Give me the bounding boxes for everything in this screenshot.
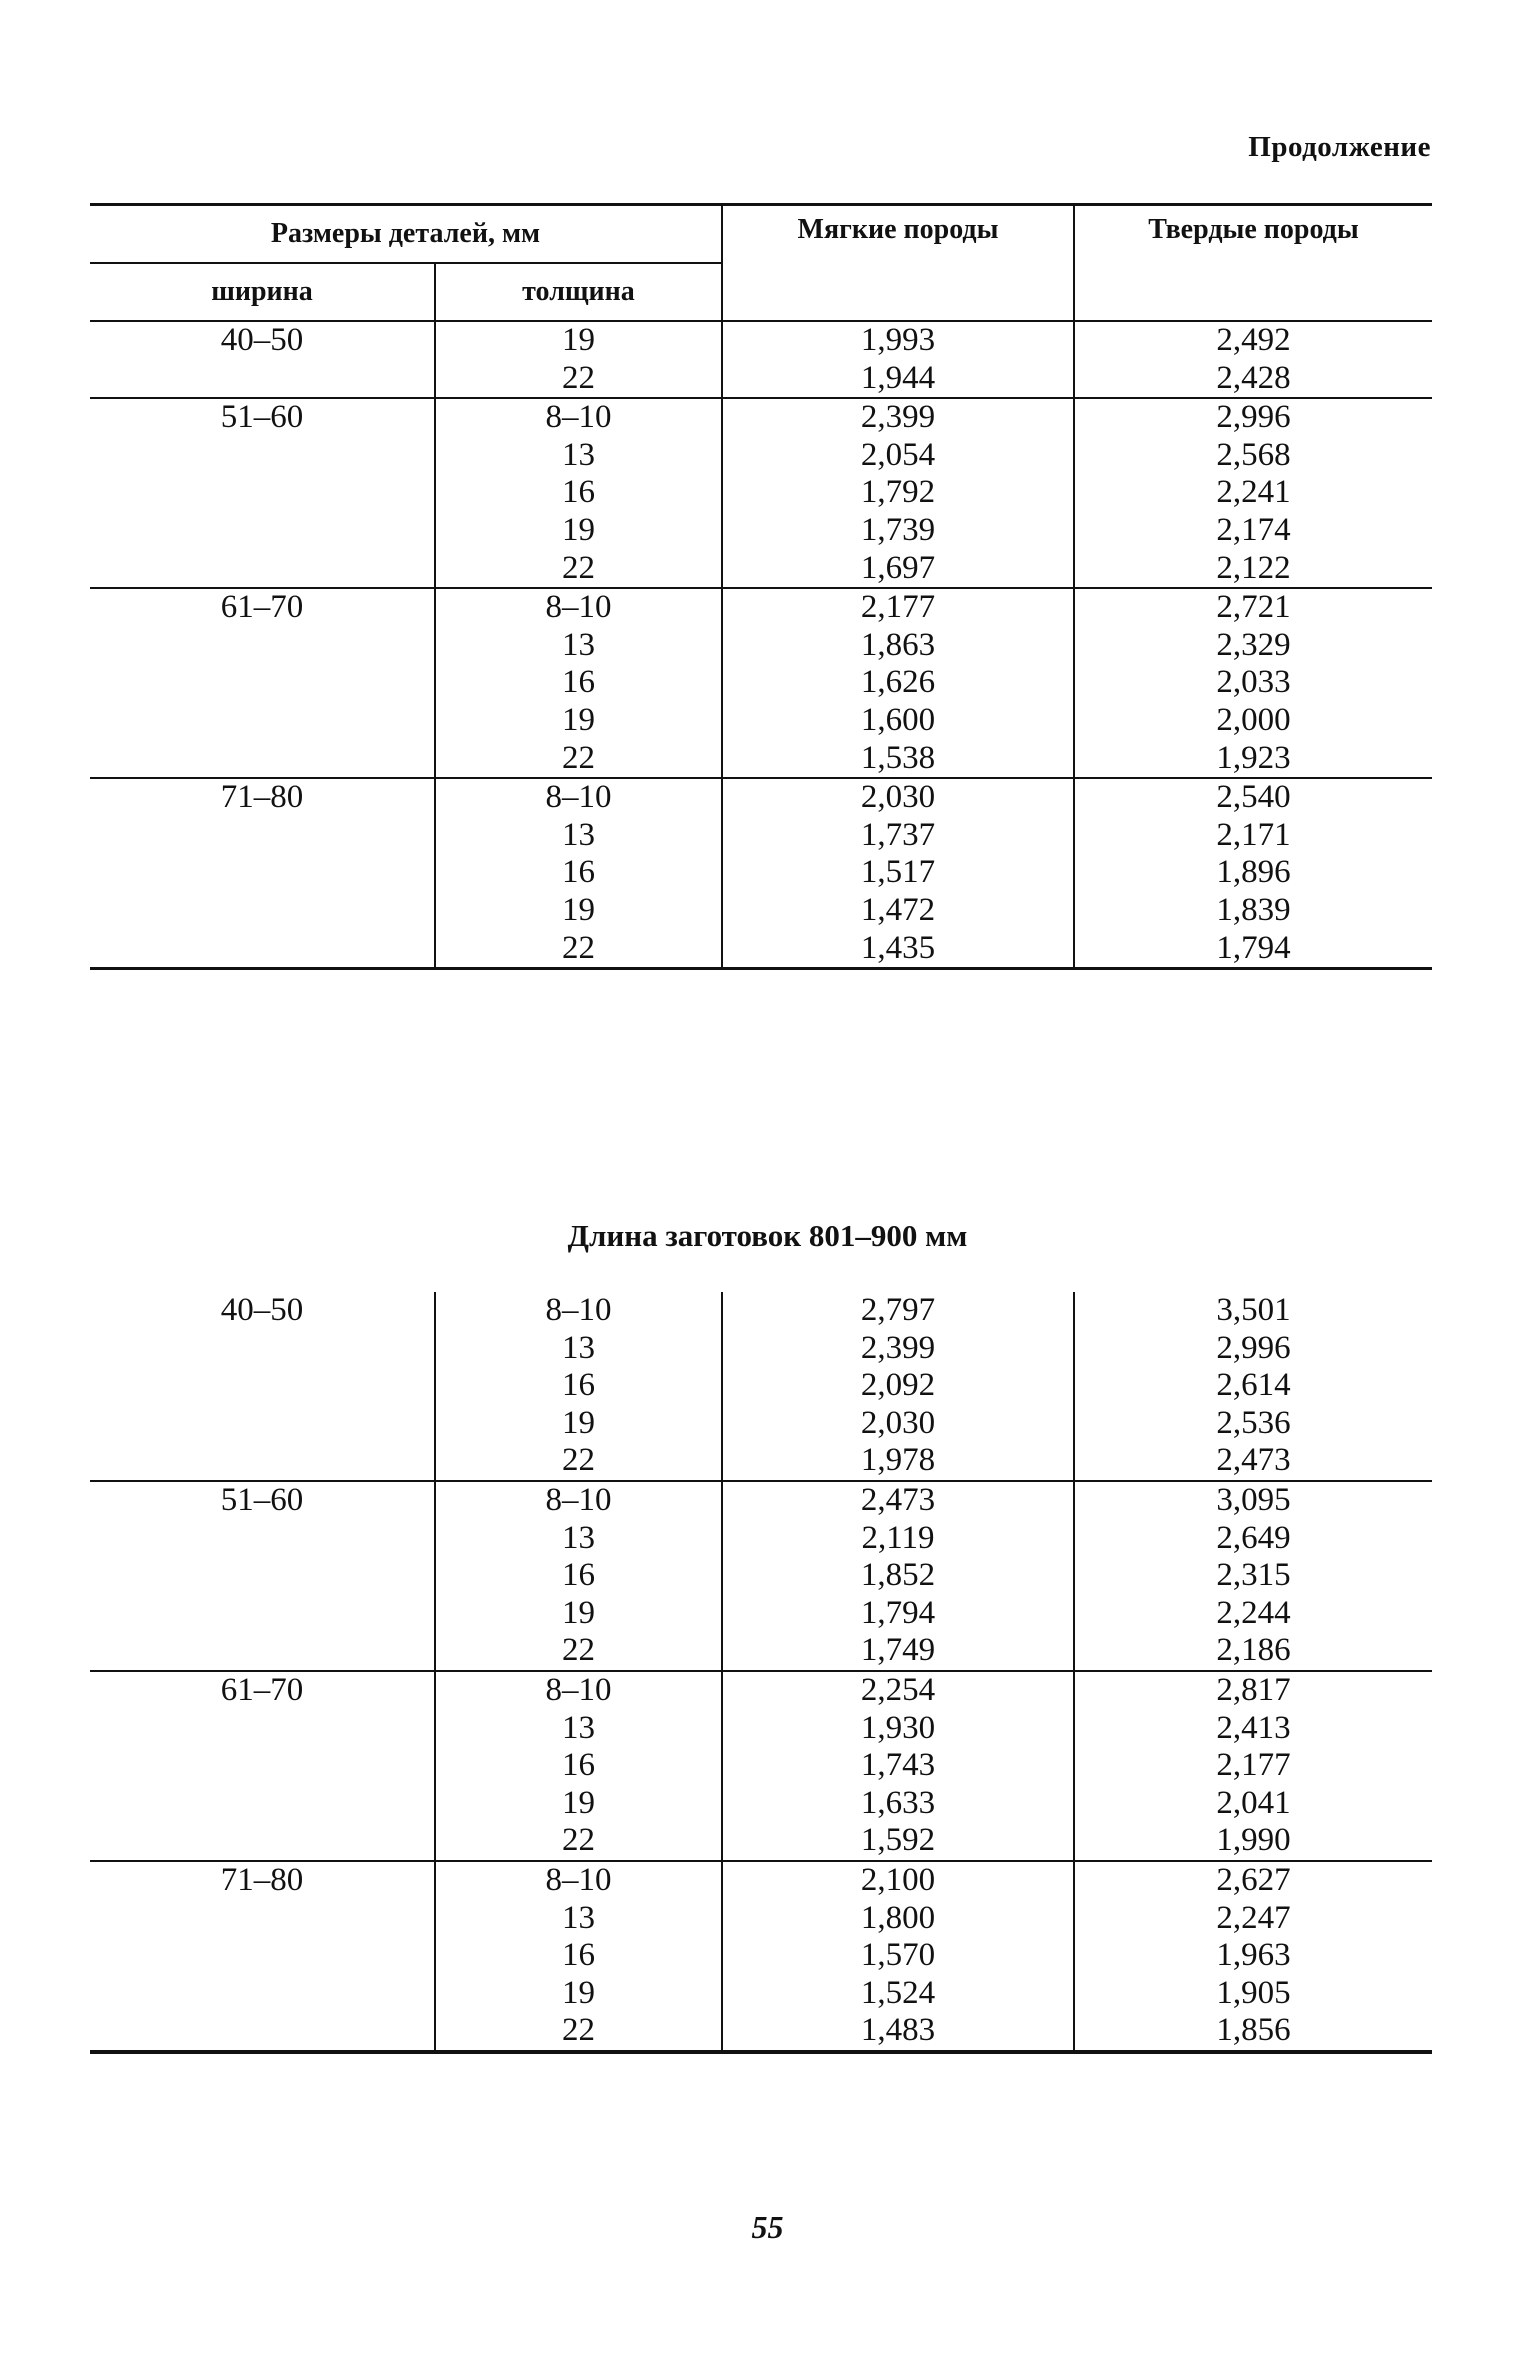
- cell-value: 2,030: [860, 779, 936, 816]
- header-part-sizes: Размеры деталей, мм: [90, 205, 722, 264]
- table-header: [90, 205, 1432, 322]
- cell-value: 51–60: [220, 1481, 304, 1518]
- cell-value: 1,517: [860, 854, 936, 891]
- cell-value: 1,538: [860, 739, 936, 776]
- cell-value: 2,054: [860, 436, 936, 473]
- soft-wood-cell: [722, 1292, 1074, 1481]
- thickness-cell: [435, 778, 722, 968]
- width-cell: [90, 588, 435, 778]
- cell-value: 16: [562, 664, 595, 701]
- soft-wood-cell: [722, 1861, 1074, 2052]
- cell-value: 2,122: [1216, 549, 1291, 586]
- cell-value: 1,472: [860, 891, 936, 928]
- cell-value: 22: [562, 549, 595, 586]
- cell-value: 2,996: [1216, 399, 1291, 436]
- cell-value: 2,177: [860, 589, 936, 626]
- table-body: [90, 1292, 1432, 2052]
- cell-value: 8–10: [545, 399, 612, 436]
- cell-value: 2,030: [860, 1404, 936, 1441]
- cell-value: 2,428: [1216, 359, 1291, 396]
- cell-value: 2,100: [860, 1861, 936, 1898]
- thickness-cell: [435, 398, 722, 588]
- hard-wood-cell: [1074, 398, 1432, 588]
- cell-value: 8–10: [545, 1292, 612, 1328]
- cell-value: 1,435: [860, 929, 936, 966]
- cell-value: 1,697: [860, 549, 936, 586]
- cell-value: 19: [562, 1404, 595, 1441]
- width-cell: [90, 1671, 435, 1861]
- table-row: [90, 778, 1432, 968]
- cell-value: 2,171: [1216, 816, 1291, 853]
- continuation-label: Продолжение: [1248, 131, 1431, 163]
- cell-value: 2,797: [860, 1292, 936, 1328]
- table-row: [90, 588, 1432, 778]
- cell-value: 1,930: [860, 1709, 936, 1746]
- width-cell: [90, 1481, 435, 1671]
- table-row: [90, 321, 1432, 398]
- cell-value: 61–70: [220, 589, 304, 626]
- cell-value: 1,592: [860, 1822, 936, 1859]
- cell-value: 1,794: [1216, 929, 1291, 966]
- cell-value: 2,614: [1216, 1367, 1291, 1404]
- cell-value: 16: [562, 854, 595, 891]
- cell-value: 22: [562, 1442, 595, 1479]
- table-row: [90, 1861, 1432, 2052]
- cell-value: 1,896: [1216, 854, 1291, 891]
- cell-value: 1,792: [860, 474, 936, 511]
- width-cell: [90, 321, 435, 398]
- cell-value: 22: [562, 929, 595, 966]
- cell-value: 51–60: [220, 399, 304, 436]
- thickness-cell: [435, 1292, 722, 1481]
- cell-value: 16: [562, 1557, 595, 1594]
- cell-value: 22: [562, 739, 595, 776]
- soft-wood-cell: [722, 1481, 1074, 1671]
- cell-value: 2,119: [861, 1519, 935, 1556]
- cell-value: 8–10: [545, 779, 612, 816]
- width-cell: [90, 398, 435, 588]
- cell-value: 71–80: [220, 1861, 304, 1898]
- cell-value: 2,536: [1216, 1404, 1291, 1441]
- soft-wood-cell: [722, 1671, 1074, 1861]
- cell-value: 2,177: [1216, 1747, 1291, 1784]
- cell-value: 2,033: [1216, 664, 1291, 701]
- thickness-cell: [435, 1671, 722, 1861]
- cell-value: 22: [562, 1632, 595, 1669]
- cell-value: 19: [562, 1784, 595, 1821]
- hard-wood-cell: [1074, 1481, 1432, 1671]
- cell-value: 2,540: [1216, 779, 1291, 816]
- cell-value: 2,247: [1216, 1899, 1291, 1936]
- cell-value: 1,905: [1216, 1974, 1291, 2011]
- cell-value: 13: [562, 1329, 595, 1366]
- cell-value: 13: [562, 436, 595, 473]
- cell-value: 19: [562, 322, 595, 358]
- hard-wood-cell: [1074, 1671, 1432, 1861]
- cell-value: 1,483: [860, 2012, 936, 2049]
- cell-value: 2,413: [1216, 1709, 1291, 1746]
- thickness-cell: [435, 1481, 722, 1671]
- header-width: ширина: [90, 263, 435, 321]
- cell-value: 13: [562, 1899, 595, 1936]
- cell-value: 1,800: [860, 1899, 936, 1936]
- hard-wood-cell: [1074, 778, 1432, 968]
- cell-value: 1,852: [860, 1557, 936, 1594]
- width-cell: [90, 778, 435, 968]
- cell-value: 1,600: [860, 701, 936, 738]
- header-hard-wood: Твердые породы: [1074, 205, 1432, 322]
- cell-value: 8–10: [545, 1481, 612, 1518]
- cell-value: 1,990: [1216, 1822, 1291, 1859]
- cell-value: 16: [562, 1937, 595, 1974]
- cell-value: 1,737: [860, 816, 936, 853]
- cell-value: 2,174: [1216, 511, 1291, 548]
- cell-value: 19: [562, 1974, 595, 2011]
- cell-value: 1,524: [860, 1974, 936, 2011]
- header-thickness: толщина: [435, 263, 722, 321]
- cell-value: 1,978: [860, 1442, 936, 1479]
- hard-wood-cell: [1074, 1861, 1432, 2052]
- cell-value: 1,633: [860, 1784, 936, 1821]
- cell-value: 19: [562, 701, 595, 738]
- soft-wood-cell: [722, 778, 1074, 968]
- cell-value: 19: [562, 511, 595, 548]
- cell-value: 1,739: [860, 511, 936, 548]
- table-row: [90, 1481, 1432, 1671]
- cell-value: 13: [562, 816, 595, 853]
- cell-value: 13: [562, 626, 595, 663]
- cell-value: 2,627: [1216, 1861, 1291, 1898]
- cell-value: 1,743: [860, 1747, 936, 1784]
- coefficients-table-lower: [90, 1292, 1432, 2054]
- cell-value: 16: [562, 1747, 595, 1784]
- width-cell: [90, 1861, 435, 2052]
- soft-wood-cell: [722, 398, 1074, 588]
- cell-value: 1,794: [860, 1594, 936, 1631]
- width-cell: [90, 1292, 435, 1481]
- cell-value: 2,473: [860, 1481, 936, 1518]
- thickness-cell: [435, 588, 722, 778]
- table-row: [90, 398, 1432, 588]
- cell-value: 8–10: [545, 589, 612, 626]
- table-row: [90, 1292, 1432, 1481]
- cell-value: 2,092: [860, 1367, 936, 1404]
- cell-value: 16: [562, 1367, 595, 1404]
- hard-wood-cell: [1074, 321, 1432, 398]
- cell-value: 2,492: [1216, 322, 1291, 358]
- page-number: 55: [751, 2209, 784, 2245]
- cell-value: 2,399: [860, 1329, 936, 1366]
- cell-value: 2,244: [1216, 1594, 1291, 1631]
- table-row: [90, 1671, 1432, 1861]
- cell-value: 2,568: [1216, 436, 1291, 473]
- header-soft-wood: Мягкие породы: [722, 205, 1074, 322]
- cell-value: 13: [562, 1709, 595, 1746]
- cell-value: 3,501: [1216, 1292, 1291, 1328]
- cell-value: 2,996: [1216, 1329, 1291, 1366]
- cell-value: 2,254: [860, 1671, 936, 1708]
- cell-value: 16: [562, 474, 595, 511]
- cell-value: 2,329: [1216, 626, 1291, 663]
- cell-value: 40–50: [220, 322, 304, 358]
- cell-value: 71–80: [220, 779, 304, 816]
- table-body: [90, 321, 1432, 969]
- soft-wood-cell: [722, 588, 1074, 778]
- hard-wood-cell: [1074, 1292, 1432, 1481]
- cell-value: 13: [562, 1519, 595, 1556]
- cell-value: 1,570: [860, 1937, 936, 1974]
- cell-value: 22: [562, 2012, 595, 2049]
- cell-value: 1,749: [860, 1632, 936, 1669]
- thickness-cell: [435, 1861, 722, 2052]
- cell-value: 19: [562, 891, 595, 928]
- cell-value: 2,473: [1216, 1442, 1291, 1479]
- soft-wood-cell: [722, 321, 1074, 398]
- cell-value: 2,817: [1216, 1671, 1291, 1708]
- cell-value: 1,944: [860, 359, 936, 396]
- cell-value: 1,923: [1216, 739, 1291, 776]
- cell-value: 2,399: [860, 399, 936, 436]
- cell-value: 1,856: [1216, 2012, 1291, 2049]
- cell-value: 61–70: [220, 1671, 304, 1708]
- cell-value: 1,963: [1216, 1937, 1291, 1974]
- cell-value: 2,649: [1216, 1519, 1291, 1556]
- cell-value: 2,241: [1216, 474, 1291, 511]
- cell-value: 2,000: [1216, 701, 1291, 738]
- cell-value: 2,186: [1216, 1632, 1291, 1669]
- cell-value: 22: [562, 1822, 595, 1859]
- cell-value: 40–50: [220, 1292, 304, 1328]
- cell-value: 2,721: [1216, 589, 1291, 626]
- cell-value: 1,993: [860, 322, 936, 358]
- cell-value: 1,626: [860, 664, 936, 701]
- section-title: Длина заготовок 801–900 мм: [567, 1218, 968, 1253]
- cell-value: 3,095: [1216, 1481, 1291, 1518]
- cell-value: 8–10: [545, 1671, 612, 1708]
- cell-value: 1,863: [860, 626, 936, 663]
- coefficients-table-upper: [90, 203, 1432, 970]
- cell-value: 2,041: [1216, 1784, 1291, 1821]
- cell-value: 8–10: [545, 1861, 612, 1898]
- hard-wood-cell: [1074, 588, 1432, 778]
- cell-value: 2,315: [1216, 1557, 1291, 1594]
- cell-value: 22: [562, 359, 595, 396]
- thickness-cell: [435, 321, 722, 398]
- cell-value: 1,839: [1216, 891, 1291, 928]
- cell-value: 19: [562, 1594, 595, 1631]
